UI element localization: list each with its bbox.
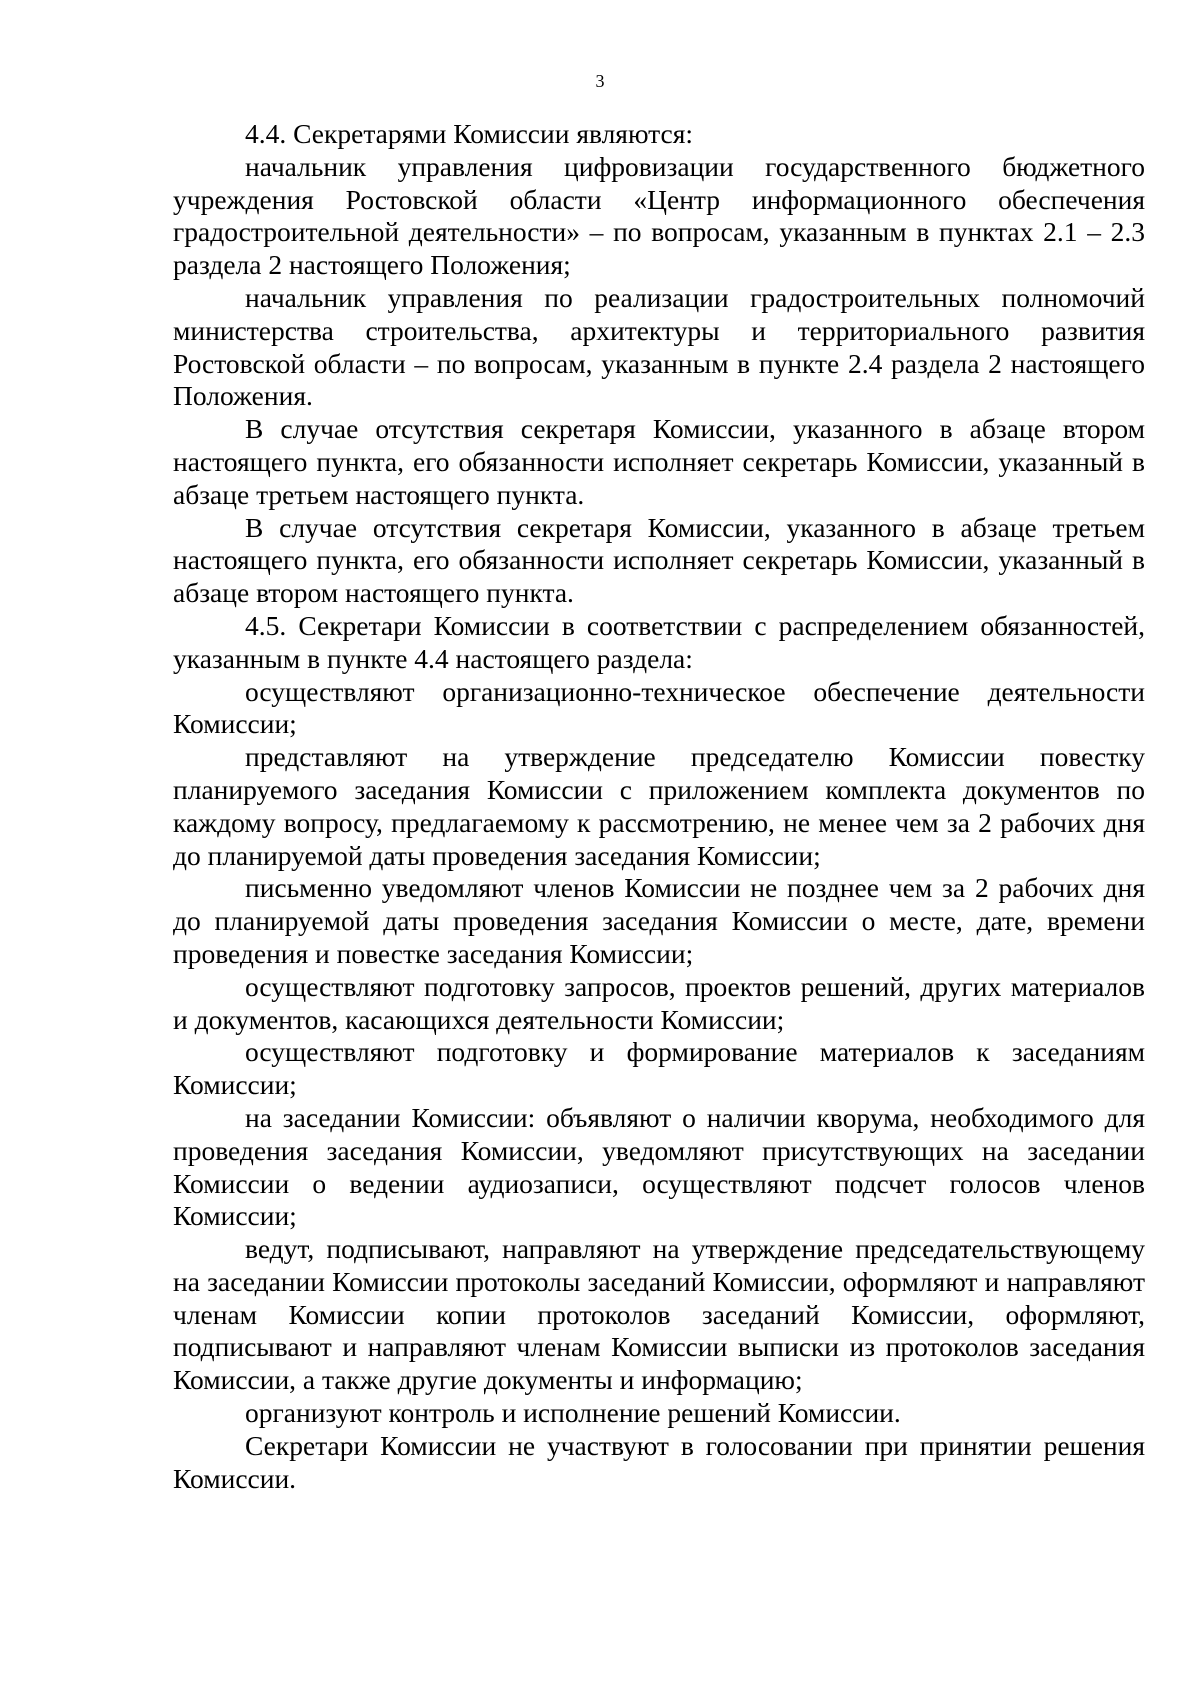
document-body — [173, 118, 1145, 1495]
paragraph-4-5-heading: 4.5. Секретари Комиссии в соответствии с распределением обязанностей, указанным в пункте 4.4 настоящего раздела: — [173, 609, 1145, 674]
paragraph-no-voting: Секретари Комиссии не участвуют в голосовании при принятии решения Комиссии. — [173, 1429, 1145, 1494]
paragraph-duty-support: осуществляют организационно-техническое обеспечение деятельности Комиссии; — [173, 675, 1145, 740]
paragraph-duty-prepare-requests: осуществляют подготовку запросов, проектов решений, других материалов и документов, касающихся деятельности Комиссии; — [173, 970, 1145, 1035]
paragraph-4-4-heading: 4.4. Секретарями Комиссии являются: — [245, 118, 693, 149]
paragraph-duty-notify: письменно уведомляют членов Комиссии не позднее чем за 2 рабочих дня до планируемой даты проведения заседания Комиссии о месте, дате, времени проведения и повестке заседания Комиссии; — [173, 872, 1145, 969]
paragraph-duty-protocols: ведут, подписывают, направляют на утверждение председательствующему на заседании Комиссии протоколы заседаний Комиссии, оформляют и направляют членам Комиссии копии протоколов заседаний Комиссии, оформляют, подписывают и направляют членам Комиссии выписки из протоколов заседания Комиссии, а также другие документы и информацию; — [173, 1233, 1145, 1396]
paragraph-secretary-urban-planning: начальник управления по реализации градостроительных полномочий министерства строительства, архитектуры и территориального развития Ростовской области – по вопросам, указанным в пункте 2.4 раздела 2 настоящего Положения. — [173, 281, 1145, 412]
paragraph-duty-agenda: представляют на утверждение председателю Комиссии повестку планируемого заседания Комиссии с приложением комплекта документов по каждому вопросу, предлагаемому к рассмотрению, не менее чем за 2 рабочих дня до планируемой даты проведения заседания Комиссии; — [173, 741, 1145, 871]
page-number: 3 — [595, 71, 605, 91]
paragraph-duty-control: организуют контроль и исполнение решений Комиссии. — [245, 1397, 901, 1429]
paragraph-duty-meeting: на заседании Комиссии: объявляют о наличии кворума, необходимого для проведения заседания Комиссии, уведомляют присутствующих на заседании Комиссии о ведении аудиозаписи, осуществляют подсчет голосов членов Комиссии; — [173, 1101, 1145, 1232]
paragraph-secretary-digitalization: начальник управления цифровизации государственного бюджетного учреждения Ростовской области «Центр информационного обеспечения градостроительной деятельности» – по вопросам, указанным в пунктах 2.1 – 2.3 раздела 2 настоящего Положения; — [173, 150, 1145, 281]
paragraph-duty-prepare-materials: осуществляют подготовку и формирование материалов к заседаниям Комиссии; — [173, 1036, 1145, 1101]
paragraph-absence-second: В случае отсутствия секретаря Комиссии, указанного в абзаце втором настоящего пункта, его обязанности исполняет секретарь Комиссии, указанный в абзаце третьем настоящего пункта. — [173, 413, 1145, 510]
paragraph-absence-third: В случае отсутствия секретаря Комиссии, указанного в абзаце третьем настоящего пункта, его обязанности исполняет секретарь Комиссии, указанный в абзаце втором настоящего пункта. — [173, 511, 1145, 609]
